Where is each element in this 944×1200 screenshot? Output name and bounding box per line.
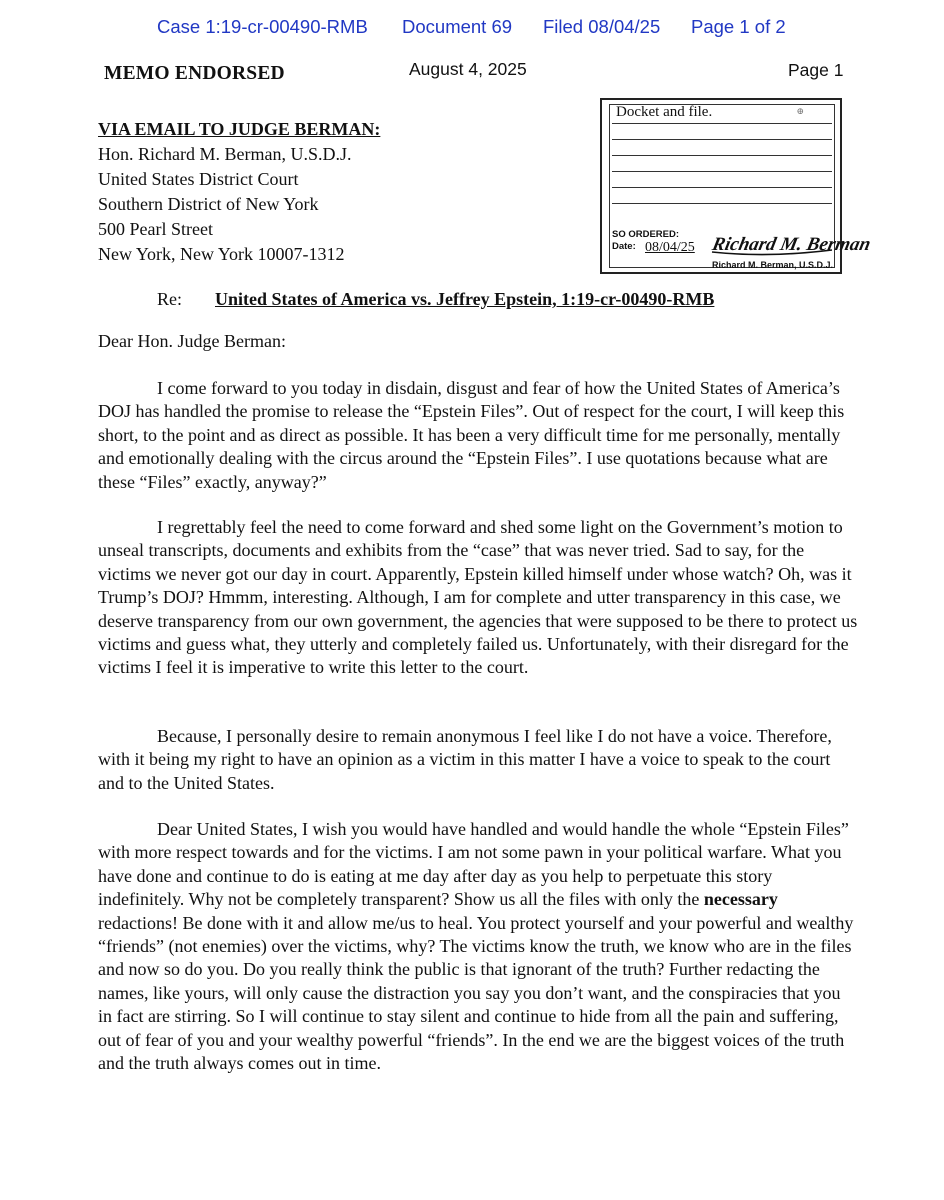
- address-block: [98, 117, 380, 267]
- letter-paragraph: Dear United States, I wish you would have handled and would handle the whole “Epstein Files” with more respect towards and for the victims. I am not some pawn in your political warfare. What you have done and continue to do is eating at me day after day as you help to perpetuate this story indefinitely. Why not be completely transparent? Show us all the files with only the necessary redactions! Be done with it and allow me/us to heal. You protect yourself and your powerful and wealthy “friends” (not enemies) over the victims, why? The victims know the truth, we know who are in the files and now so do you. Do you really think the public is that ignorant of the truth? Further redacting the names, like yours, will only cause the distraction you say you don’t want, and the conspiracies that you in fact are stirring. So I will continue to stay silent and continue to hide from all the pain and suffering, out of fear of you and your wealthy powerful “friends”. In the end we are the biggest voices of the truth and the truth always comes out in time.: [98, 819, 854, 1074]
- address-line: New York, New York 10007-1312: [98, 244, 345, 264]
- address-line: Southern District of New York: [98, 194, 319, 214]
- address-line: Hon. Richard M. Berman, U.S.D.J.: [98, 144, 352, 164]
- filing-header: [0, 16, 944, 44]
- stamp-date: 08/04/25: [645, 240, 695, 255]
- address-line: 500 Pearl Street: [98, 219, 213, 239]
- page-label: Page 1: [788, 60, 844, 80]
- stamp-rule: [612, 187, 832, 188]
- via-email-heading: VIA EMAIL TO JUDGE BERMAN:: [98, 119, 381, 139]
- re-label: Re:: [157, 289, 182, 309]
- page-count: Page 1 of 2: [691, 16, 786, 37]
- letter-paragraph: Because, I personally desire to remain anonymous I feel like I do not have a voice. Therefore, with it being my right to have an opinion as a victim in this matter I have a voice to speak to the court and to the United States.: [98, 726, 832, 793]
- docket-text: Docket and file.: [616, 104, 713, 120]
- stamp-rule: [612, 123, 832, 124]
- stamp-rule: [612, 171, 832, 172]
- address-line: United States District Court: [98, 169, 299, 189]
- letter-paragraph: I regrettably feel the need to come forward and shed some light on the Government’s motion to unseal transcripts, documents and exhibits from the “case” that was never tried. Sad to say, for the victims we never got our day in court. Apparently, Epstein killed himself under whose watch? Oh, was it Trump’s DOJ? Hmmm, interesting. Although, I am for complete and utter transparency in this case, we deserve transparency from our own government, the agencies that were supposed to be there to protect us victims and guess what, they utterly and completely failed us. Unfortunately, with their disregard for the victims I feel it is imperative to write this letter to the court.: [98, 517, 858, 678]
- svg-text:Richard M. Berman: Richard M. Berman: [710, 234, 873, 255]
- document-number: Document 69: [402, 16, 513, 37]
- stamp-rule: [612, 155, 832, 156]
- case-title: United States of America vs. Jeffrey Epstein, 1:19-cr-00490-RMB: [215, 289, 715, 309]
- stamp-mark-icon: ⊕: [796, 106, 804, 116]
- filed-date: Filed 08/04/25: [543, 16, 661, 37]
- judge-name: Richard M. Berman, U.S.D.J.: [712, 260, 834, 270]
- memo-endorsed-label: MEMO ENDORSED: [104, 63, 285, 84]
- emphasis-word: necessary: [703, 889, 778, 910]
- judge-signature: [708, 228, 873, 258]
- so-ordered-label: SO ORDERED: Date:: [612, 229, 680, 252]
- re-line: [157, 289, 715, 310]
- letter-date: August 4, 2025: [409, 59, 527, 79]
- stamp-rule: [612, 203, 832, 204]
- salutation: Dear Hon. Judge Berman:: [98, 331, 286, 351]
- letter-paragraph: I come forward to you today in disdain, disgust and fear of how the United States of America’s DOJ has handled the promise to release the “Epstein Files”. Out of respect for the court, I will keep this short, to the point and as direct as possible. It has been a very difficult time for me personally, mentally and emotionally dealing with the circus around the “Epstein Files”. I use quotations because what are these “Files” exactly, anyway?”: [98, 378, 845, 492]
- court-order-stamp: [600, 98, 873, 274]
- case-number: Case 1:19-cr-00490-RMB: [157, 16, 368, 37]
- stamp-rule: [612, 139, 832, 140]
